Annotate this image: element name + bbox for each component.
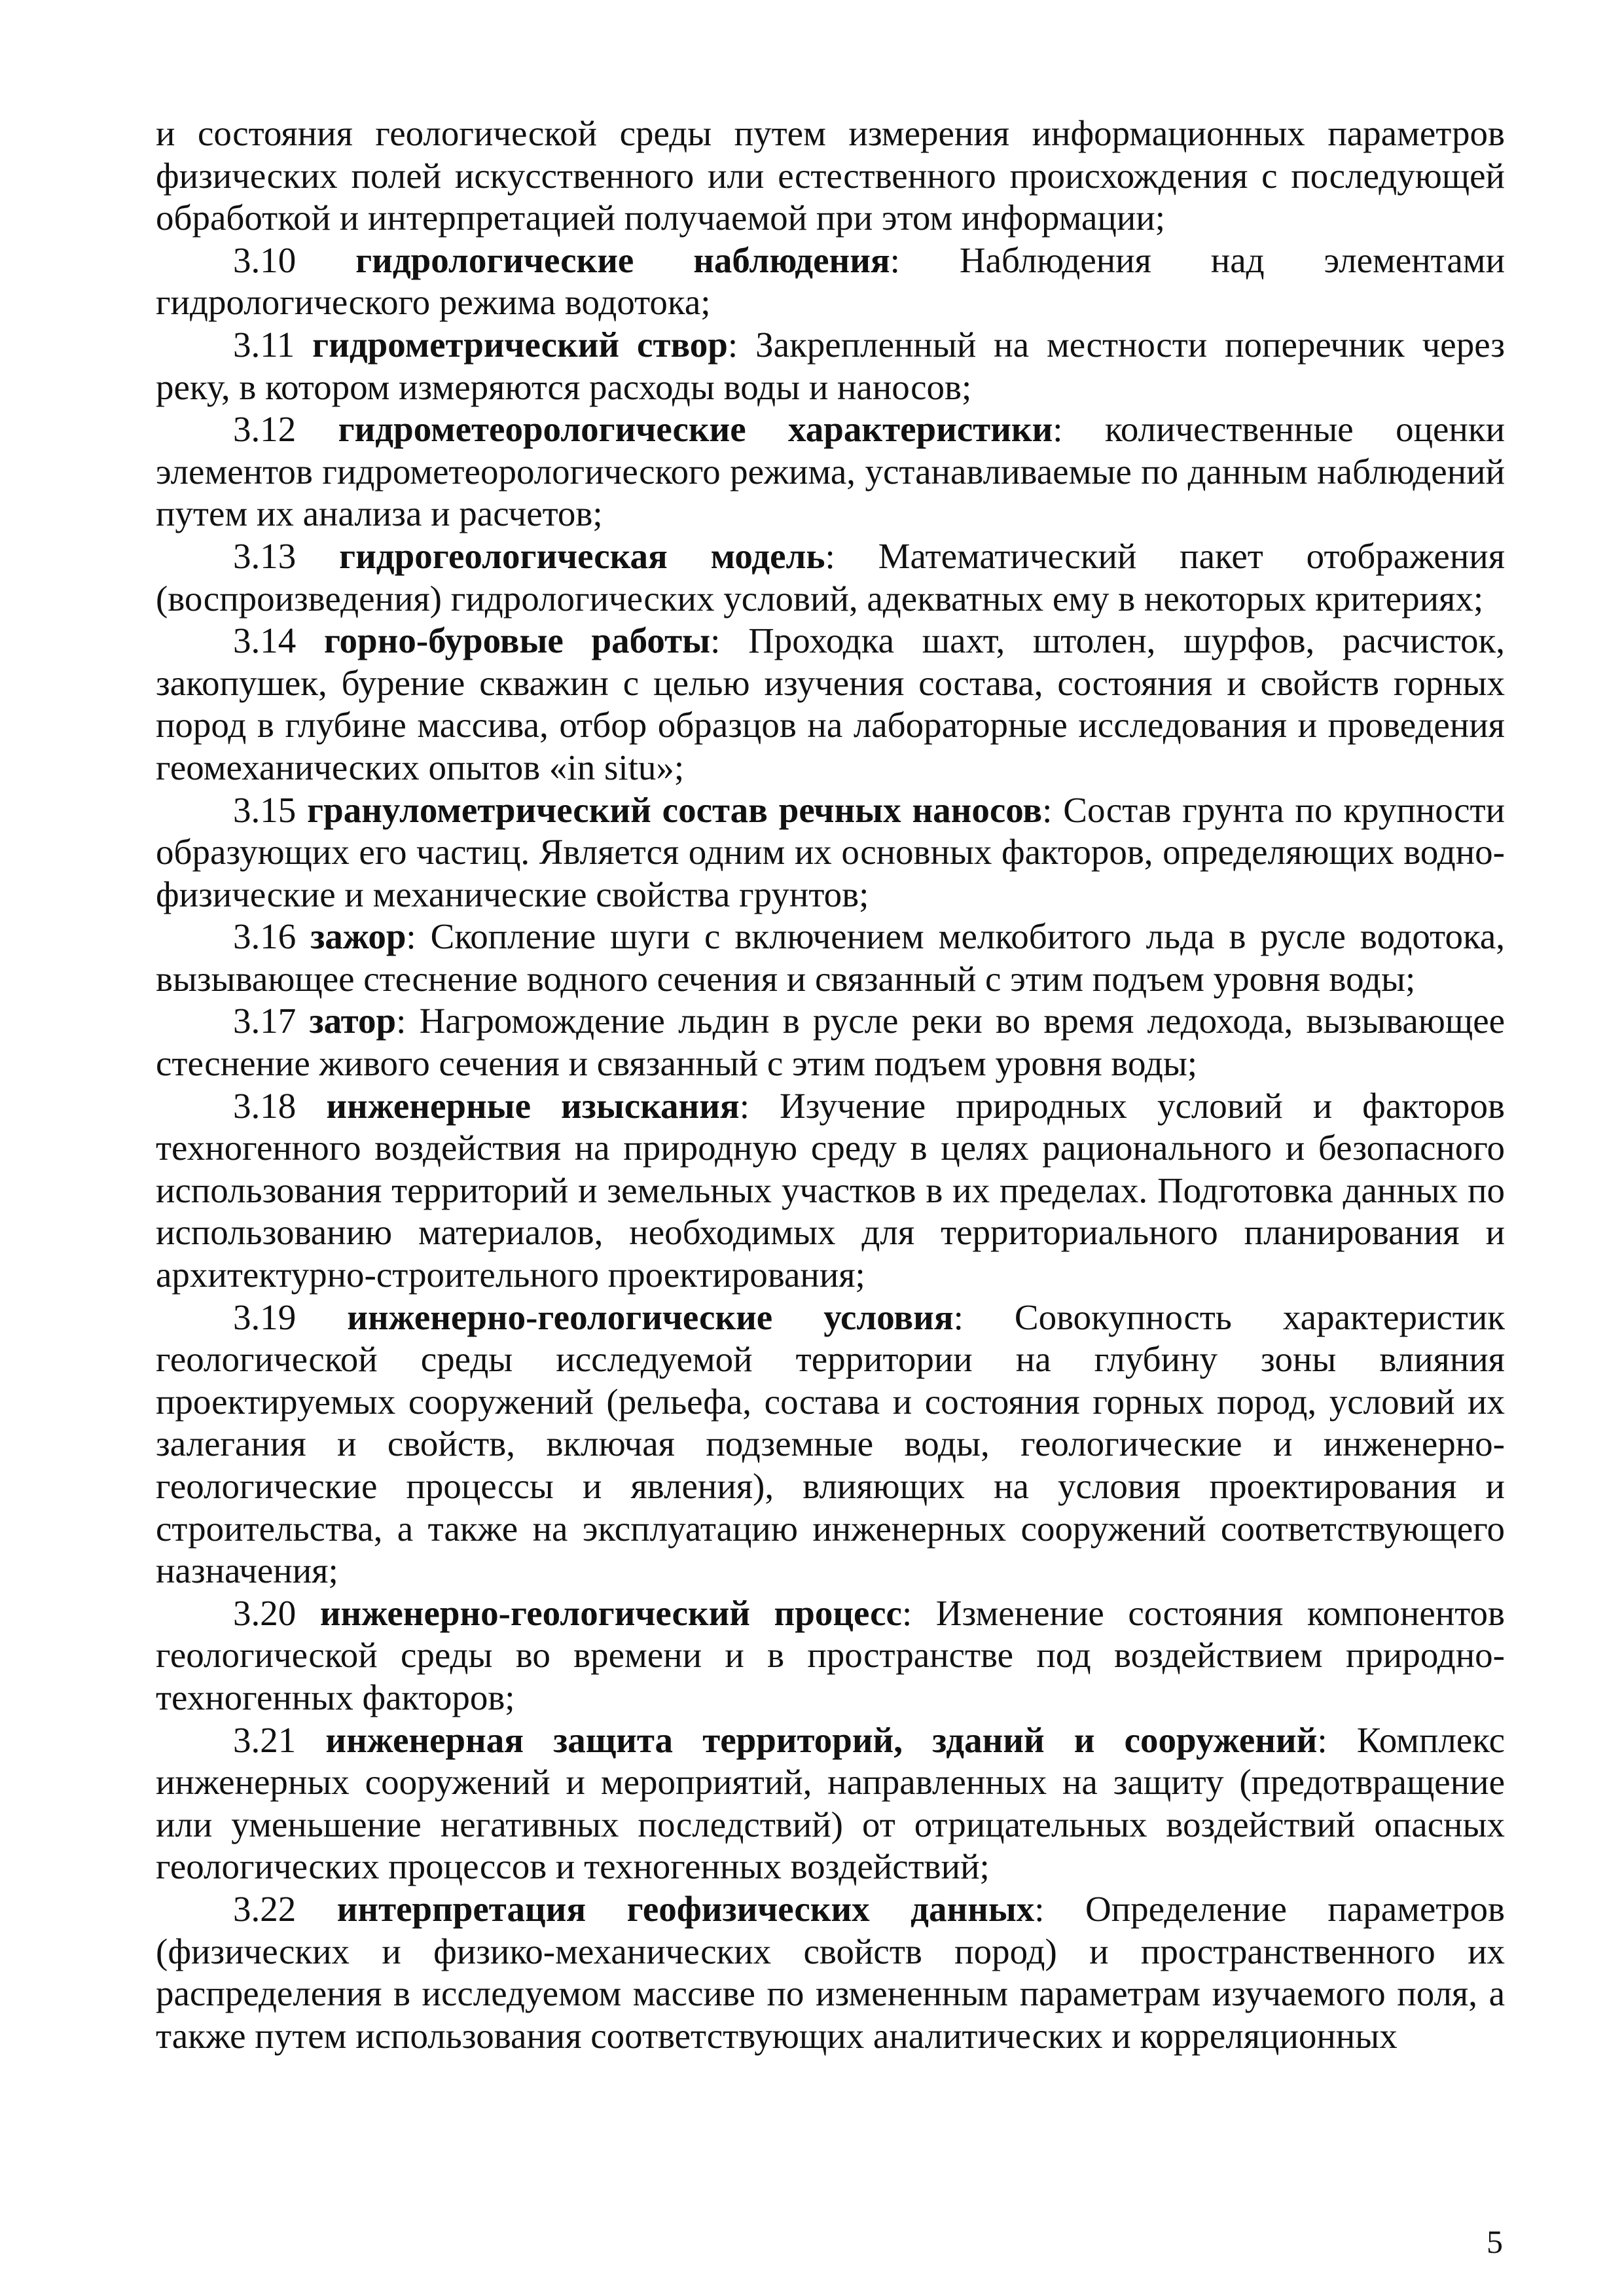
definition-term: затор	[309, 1001, 397, 1041]
definition-term: гидрогеологическая модель	[339, 535, 825, 576]
body-text	[156, 113, 1505, 2057]
definition-3-12: 3.12 гидрометеорологические характеристики: количественные оценки элементов гидрометеорологического режима, устанавливаемые по данным наблюдений путем их анализа и расчетов;	[156, 409, 1506, 534]
definition-text: Проходка шахт, штолен, шурфов, расчисток, закопушек, бурение скважин с целью изучения состава, состояния и свойств горных пород в глубине массива, отбор образцов на лабораторные исследования и проведения геомеханических опытов «in situ»;	[156, 620, 1506, 787]
definition-text: Закрепленный на местности поперечник через реку, в котором измеряются расходы воды и наносов;	[156, 324, 1505, 407]
definition-3-13: 3.13 гидрогеологическая модель: Математический пакет отображения (воспроизведения) гидрологических условий, адекватных ему в некоторых критериях;	[156, 535, 1506, 619]
definition-term: инженерная защита территорий, зданий и сооружений	[325, 1719, 1318, 1760]
definition-number: 3.13	[233, 535, 297, 576]
definition-text: Нагромождение льдин в русле реки во время ледохода, вызывающее стеснение живого сечения и связанный с этим подъем уровня воды;	[156, 1001, 1506, 1084]
definition-term: интерпретация геофизических данных	[336, 1888, 1035, 1929]
definition-number: 3.17	[233, 1001, 297, 1041]
definition-number: 3.19	[233, 1297, 297, 1337]
definition-text: Математический пакет отображения (воспроизведения) гидрологических условий, адекватных ему в некоторых критериях;	[156, 535, 1506, 619]
definition-3-17: 3.17 затор: Нагромождение льдин в русле реки во время ледохода, вызывающее стеснение живого сечения и связанный с этим подъем уровня воды;	[156, 1001, 1506, 1084]
definition-3-20: 3.20 инженерно-геологический процесс: Изменение состояния компонентов геологической среды во времени и в пространстве под воздействием природно-техногенных факторов;	[156, 1592, 1506, 1717]
definition-3-18: 3.18 инженерные изыскания: Изучение природных условий и факторов техногенного воздействия на природную среду в целях рационального и безопасного использования территорий и земельных участков в их пределах. Подготовка данных по использованию материалов, необходимых для территориального планирования и архитектурно-строительного проектирования;	[156, 1085, 1506, 1295]
definition-3-22: 3.22 интерпретация геофизических данных: Определение параметров (физических и физико-механических свойств пород) и пространственного их распределения в исследуемом массиве по измененным параметрам изучаемого поля, а также путем использования соответствующих аналитических и корреляционных	[156, 1888, 1506, 2056]
definition-text: Состав грунта по крупности образующих его частиц. Является одним их основных факторов, определяющих водно-физические и механические свойства грунтов;	[156, 789, 1505, 914]
definition-3-15: 3.15 гранулометрический состав речных наносов: Состав грунта по крупности образующих его частиц. Является одним их основных факторов, определяющих водно-физические и механические свойства грунтов;	[156, 789, 1505, 914]
definition-number: 3.18	[233, 1085, 297, 1126]
definition-number: 3.11	[233, 324, 295, 365]
definition-text: Скопление шуги с включением мелкобитого льда в русле водотока, вызывающее стеснение водного сечения и связанный с этим подъем уровня воды;	[156, 916, 1506, 999]
definition-term: горно-буровые работы	[323, 620, 711, 661]
definition-term: инженерно-геологические условия	[347, 1297, 954, 1337]
definition-term: зажор	[310, 916, 406, 957]
definition-number: 3.12	[233, 409, 297, 450]
definition-number: 3.10	[233, 240, 297, 280]
definition-number: 3.22	[233, 1888, 297, 1929]
definition-number: 3.21	[233, 1719, 297, 1760]
definition-term: инженерно-геологический процесс	[319, 1592, 902, 1633]
page-number: 5	[1487, 2223, 1503, 2260]
definition-3-10: 3.10 гидрологические наблюдения: Наблюдения над элементами гидрологического режима водотока;	[156, 240, 1506, 323]
definition-term: гидрологические наблюдения	[355, 240, 890, 280]
definition-term: гидрометеорологические характеристики	[338, 409, 1053, 450]
definition-3-11: 3.11 гидрометрический створ: Закрепленный на местности поперечник через реку, в котором измеряются расходы воды и наносов;	[156, 324, 1505, 407]
definition-number: 3.20	[233, 1592, 297, 1633]
intro-paragraph: и состояния геологической среды путем измерения информационных параметров физических полей искусственного или естественного происхождения с последующей обработкой и интерпретацией получаемой при этом информации;	[156, 113, 1505, 238]
definition-text: количественные оценки элементов гидрометеорологического режима, устанавливаемые по данным наблюдений путем их анализа и расчетов;	[156, 409, 1506, 534]
definition-text: Наблюдения над элементами гидрологического режима водотока;	[156, 240, 1506, 323]
definition-term: инженерные изыскания	[326, 1085, 740, 1126]
definition-3-19: 3.19 инженерно-геологические условия: Совокупность характеристик геологической среды исследуемой территории на глубину зоны влияния проектируемых сооружений (рельефа, состава и состояния горных пород, условий их залегания и свойств, включая подземные воды, геологические и инженерно-геологические процессы и явления), влияющих на условия проектирования и строительства, а также на эксплуатацию инженерных сооружений соответствующего назначения;	[156, 1297, 1505, 1591]
definition-text: Совокупность характеристик геологической среды исследуемой территории на глубину зоны влияния проектируемых сооружений (рельефа, состава и состояния горных пород, условий их залегания и свойств, включая подземные воды, геологические и инженерно-геологические процессы и явления), влияющих на условия проектирования и строительства, а также на эксплуатацию инженерных сооружений соответствующего назначения;	[156, 1297, 1505, 1591]
definition-number: 3.15	[233, 789, 297, 830]
definition-number: 3.16	[233, 916, 297, 957]
definition-text: Определение параметров (физических и физико-механических свойств пород) и пространственного их распределения в исследуемом массиве по измененным параметрам изучаемого поля, а также путем использования соответствующих аналитических и корреляционных	[156, 1888, 1506, 2056]
definition-text: Изучение природных условий и факторов техногенного воздействия на природную среду в целях рационального и безопасного использования территорий и земельных участков в их пределах. Подготовка данных по использованию материалов, необходимых для территориального планирования и архитектурно-строительного проектирования;	[156, 1085, 1506, 1295]
definition-number: 3.14	[233, 620, 297, 661]
definition-3-14: 3.14 горно-буровые работы: Проходка шахт, штолен, шурфов, расчисток, закопушек, бурение скважин с целью изучения состава, состояния и свойств горных пород в глубине массива, отбор образцов на лабораторные исследования и проведения геомеханических опытов «in situ»;	[156, 620, 1506, 787]
definition-3-21: 3.21 инженерная защита территорий, зданий и сооружений: Комплекс инженерных сооружений и мероприятий, направленных на защиту (предотвращение или уменьшение негативных последствий) от отрицательных воздействий опасных геологических процессов и техногенных воздействий;	[156, 1719, 1506, 1887]
definition-text: Изменение состояния компонентов геологической среды во времени и в пространстве под воздействием природно-техногенных факторов;	[156, 1592, 1506, 1717]
definition-3-16: 3.16 зажор: Скопление шуги с включением мелкобитого льда в русле водотока, вызывающее стеснение водного сечения и связанный с этим подъем уровня воды;	[156, 916, 1506, 999]
definition-text: Комплекс инженерных сооружений и мероприятий, направленных на защиту (предотвращение или уменьшение негативных последствий) от отрицательных воздействий опасных геологических процессов и техногенных воздействий;	[156, 1719, 1506, 1887]
definition-term: гидрометрический створ	[312, 324, 728, 365]
definition-term: гранулометрический состав речных наносов	[307, 789, 1043, 830]
